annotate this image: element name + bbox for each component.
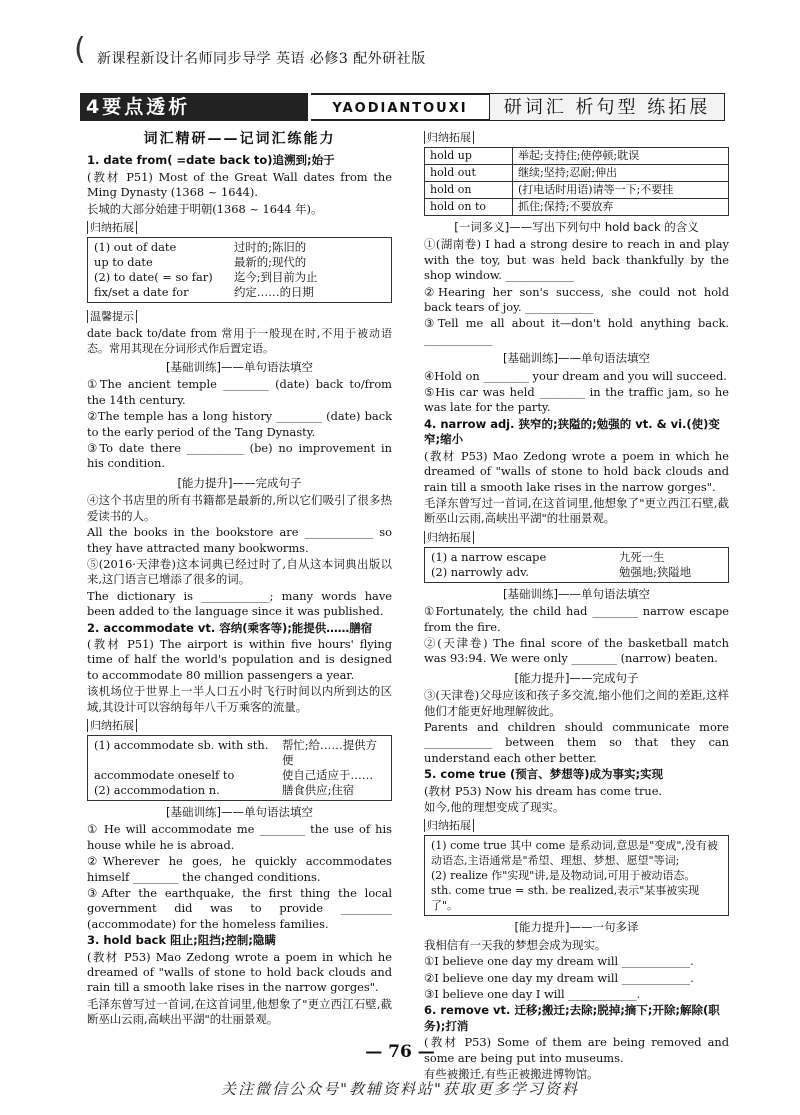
table-key: hold out <box>425 165 513 182</box>
item-5-translation: 如今,他的理想变成了现实。 <box>424 800 565 814</box>
sub-basic: [基础训练]——单句语法填空 <box>166 360 313 375</box>
item-2-head: 2. accommodate vt. 容纳(乘客等);能提供……膳宿 <box>87 620 373 635</box>
box-key: (1) out of date <box>94 240 177 255</box>
label-tip: 温馨提示 <box>87 310 137 323</box>
box-key: (2) accommodation n. <box>94 782 220 797</box>
page-number: — 76 — <box>365 1042 435 1062</box>
label-guina: 归纳拓展 <box>87 221 137 234</box>
item-3-translation: 毛泽东曾写过一首词,在这首词里,他想象了"更立西江石壁,截断巫山云雨,高峡出平湖"的壮丽景观。 <box>87 996 392 1027</box>
exercise: ①(湖南卷) I had a strong desire to reach in and play with the toy, but was held back thankfully by the shop window. ____________ <box>424 237 729 283</box>
box-val: 过时的;陈旧的 <box>234 240 307 255</box>
sub-basic: [基础训练]——单句语法填空 <box>503 351 650 366</box>
label-guina: 归纳拓展 <box>424 531 474 544</box>
sub-ability: [能力提升]——完成句子 <box>177 475 302 490</box>
item-2-box <box>87 735 392 801</box>
sub-multi: [一词多义]——写出下列句中 hold back 的含义 <box>454 220 699 234</box>
item-3-example: (教材 P53) Mao Zedong wrote a poem in which he dreamed of "walls of stone to hold back clouds and rain till a smooth lake rises in the narrow gorges". <box>87 949 392 995</box>
item-3-table <box>424 147 729 216</box>
box-val: 勉强地;狭隘地 <box>619 564 692 579</box>
exercise: ①Fortunately, the child had ________ narrow escape from the fire. <box>424 604 729 634</box>
exercise-cn: 我相信有一天我的梦想会成为现实。 <box>424 937 607 952</box>
item-4-example: (教材 P53) Mao Zedong wrote a poem in which he dreamed of "walls of stone to hold back clouds and rain till a smooth lake rises in the narrow gorges". <box>424 448 729 494</box>
box-val: 约定……的日期 <box>234 285 314 300</box>
sub-ability: [能力提升]——完成句子 <box>514 670 639 685</box>
item-5-box <box>424 835 729 916</box>
item-3-head: 3. hold back 阻止;阻挡;控制;隐瞒 <box>87 933 276 948</box>
section-band <box>75 93 725 121</box>
item-1-tip: date back to/date from 常用于一般现在时,不用于被动语态。常用其现在分词形式作后置定语。 <box>87 327 392 356</box>
exercise: ①The ancient temple ________ (date) back to/from the 14th century. <box>87 377 392 407</box>
item-6-head: 6. remove vt. 迁移;搬迁;去除;脱掉;摘下;开除;解除(职务);打消 <box>424 1003 720 1033</box>
exercise: ②(天津卷) The final score of the basketball match was 93:94. We were only ________ (narrow) beaten. <box>424 635 729 666</box>
box-key: (1) a narrow escape <box>431 549 547 564</box>
exercise-cn: ④这个书店里的所有书籍都是最新的,所以它们吸引了很多热爱读书的人。 <box>87 493 392 523</box>
table-val: (打电话时用语)请等一下;不要挂 <box>513 182 729 199</box>
exercise: ④Hold on ________ your dream and you will succeed. <box>424 368 727 383</box>
box-val: 迄今;到目前为止 <box>234 270 318 285</box>
box-line: sth. come true = sth. be realized,表示"某事被实现了"。 <box>431 884 700 913</box>
label-guina: 归纳拓展 <box>424 131 474 144</box>
box-val: 使自己适应于…… <box>282 767 374 782</box>
exercise: ②I believe one day my dream will ____________. <box>424 970 694 985</box>
exercise: ①I believe one day my dream will ____________. <box>424 954 694 969</box>
item-5-head: 5. come true (预言、梦想等)成为事实;实现 <box>424 767 664 782</box>
box-key: (2) narrowly adv. <box>431 564 529 579</box>
box-line: (2) realize 作"实现"讲,是及物动词,可用于被动语态。 <box>431 869 696 883</box>
item-1-box <box>87 237 392 303</box>
item-2-translation: 该机场位于世界上一半人口五小时飞行时间以内所到达的区域,其设计可以容纳每年八千万乘客的流量。 <box>87 684 392 714</box>
exercise: Parents and children should communicate more ____________ between them so that they can understand each other better. <box>424 719 729 765</box>
box-key: accommodate oneself to <box>94 767 235 782</box>
band-slogan: 研词汇 析句型 练拓展 <box>489 93 725 121</box>
table-key: hold up <box>425 148 513 165</box>
right-column <box>424 128 729 1083</box>
item-4-translation: 毛泽东曾写过一首词,在这首词里,他想象了"更立西江石壁,截断巫山云雨,高峡出平湖"的壮丽景观。 <box>424 495 729 526</box>
table-val: 抓住;保持;不要放弃 <box>513 199 729 216</box>
box-key: up to date <box>94 255 153 270</box>
box-val: 最新的;现代的 <box>234 255 307 270</box>
box-key: fix/set a date for <box>94 285 189 300</box>
band-title: 4要点透析 <box>80 93 308 121</box>
item-4-box <box>424 547 729 583</box>
box-val: 帮忙;给……提供方便 <box>282 737 377 767</box>
exercise: The dictionary is ____________; many words have been added to the language since it was published. <box>87 588 392 619</box>
box-val: 膳食供应;住宿 <box>282 782 355 797</box>
bracket-decoration: ( <box>74 32 86 67</box>
item-1-translation: 长城的大部分始建于明朝(1368 ~ 1644 年)。 <box>87 201 323 216</box>
box-key: (2) to date( = so far) <box>94 270 213 285</box>
table-key: hold on to <box>425 199 513 216</box>
item-4-head: 4. narrow adj. 狭窄的;狭隘的;勉强的 vt. & vi.(使)变窄;缩小 <box>424 416 720 447</box>
exercise: ②Hearing her son's success, she could not hold back tears of joy. ____________ <box>424 284 729 315</box>
item-5-example: (教材 P53) Now his dream has come true. <box>424 783 663 798</box>
sub-basic: [基础训练]——单句语法填空 <box>166 804 313 819</box>
exercise: ②The temple has a long history ________ (date) back to the early period of the Tang Dynasty. <box>87 409 392 439</box>
exercise-cn: ③(天津卷)父母应该和孩子多交流,缩小他们之间的差距,这样他们才能更好地理解彼此。 <box>424 688 729 718</box>
section-title: 词汇精研——记词汇练能力 <box>143 131 336 147</box>
exercise: ⑤His car was held ________ in the traffic jam, so he was late for the party. <box>424 385 729 415</box>
left-column <box>87 128 392 1029</box>
exercise: ③To date there __________ (be) no improvement in his condition. <box>87 441 392 471</box>
label-guina: 归纳拓展 <box>424 819 474 832</box>
exercise: ②Wherever he goes, he quickly accommodates himself ________ the changed conditions. <box>87 854 392 884</box>
box-line: (1) come true 其中 come 是系动词,意思是"变成",没有被动语态,主语通常是"希望、理想、梦想、愿望"等词; <box>431 839 718 868</box>
band-pinyin: YAODIANTOUXI <box>311 93 489 121</box>
exercise: ③Tell me all about it—don't hold anything back. ____________ <box>424 316 729 346</box>
exercise: ① He will accommodate me ________ the use of his house while he is abroad. <box>87 822 392 852</box>
table-val: 举起;支持住;使停顿;耽误 <box>513 148 729 165</box>
box-val: 九死一生 <box>619 549 665 564</box>
exercise: All the books in the bookstore are ____________ so they have attracted many bookworms. <box>87 525 392 555</box>
item-2-example: (教材 P51) The airport is within five hours' flying time of half the world's population and is designed to accommodate 80 million passengers a year. <box>87 636 392 682</box>
footer-note: 关注微信公众号"教辅资料站"获取更多学习资料 <box>221 1080 579 1098</box>
box-key: (1) accommodate sb. with sth. <box>94 737 269 752</box>
label-guina: 归纳拓展 <box>87 719 137 732</box>
exercise: ③After the earthquake, the first thing the local government did was to provide _________ (accommodate) for the homeless families. <box>87 886 392 931</box>
exercise-cn: ⑤(2016·天津卷)这本词典已经过时了,自从这本词典出版以来,这门语言已增添了很多的词。 <box>87 556 392 587</box>
exercise: ③I believe one day I will ____________. <box>424 987 641 1002</box>
sub-trans: [能力提升]——一句多译 <box>514 920 639 935</box>
item-6-example: (教材 P53) Some of them are being removed and some are being put into museums. <box>424 1035 729 1065</box>
item-1-head: 1. date from( =date back to)追溯到;始于 <box>87 153 335 168</box>
series-header: 新课程新设计名师同步导学 英语 必修3 配外研社版 <box>97 51 426 67</box>
sub-basic: [基础训练]——单句语法填空 <box>503 586 650 601</box>
item-1-example: (教材 P51) Most of the Great Wall dates from the Ming Dynasty (1368 ~ 1644). <box>87 169 392 200</box>
item-6-translation: 有些被搬迁,有些正被搬进博物馆。 <box>424 1067 599 1082</box>
table-key: hold on <box>425 182 513 199</box>
table-val: 继续;坚持;忍耐;伸出 <box>513 165 729 182</box>
